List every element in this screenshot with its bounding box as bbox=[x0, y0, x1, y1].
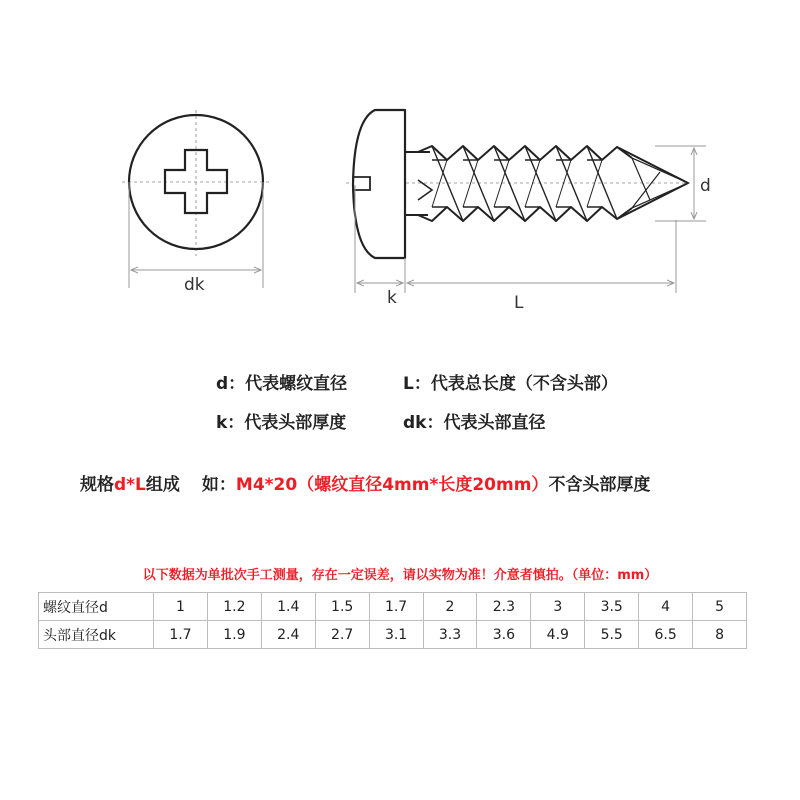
d-dimension bbox=[655, 146, 706, 221]
legend-k: k：代表头部厚度 bbox=[216, 413, 347, 433]
k-label: k bbox=[387, 288, 397, 308]
table-cell: 4.9 bbox=[531, 621, 585, 649]
spec-formula: d*L bbox=[114, 475, 146, 495]
table-cell: 4 bbox=[639, 593, 693, 621]
screw-side-view bbox=[346, 110, 690, 258]
L-label: L bbox=[514, 293, 524, 313]
spec-example: M4*20（螺纹直径4mm*长度20mm） bbox=[235, 475, 549, 495]
row-label: 螺纹直径d bbox=[39, 593, 154, 621]
dk-dimension bbox=[129, 182, 263, 288]
table-cell: 8 bbox=[693, 621, 747, 649]
legend-d: d：代表螺纹直径 bbox=[216, 374, 348, 394]
table-cell: 2.4 bbox=[261, 621, 315, 649]
spec-prefix: 规格 bbox=[80, 475, 114, 495]
size-table bbox=[38, 592, 747, 649]
table-cell: 6.5 bbox=[639, 621, 693, 649]
table-cell: 3.5 bbox=[585, 593, 639, 621]
table-cell: 5.5 bbox=[585, 621, 639, 649]
table-cell: 1.4 bbox=[261, 593, 315, 621]
table-cell: 1.5 bbox=[315, 593, 369, 621]
spec-suffix: 组成 bbox=[145, 475, 180, 495]
table-row bbox=[39, 593, 747, 621]
table-cell: 1.7 bbox=[369, 593, 423, 621]
table-cell: 3.1 bbox=[369, 621, 423, 649]
d-label: d bbox=[700, 176, 711, 196]
table-cell: 3.3 bbox=[423, 621, 477, 649]
table-row bbox=[39, 621, 747, 649]
legend-dk: dk：代表头部直径 bbox=[403, 413, 546, 433]
spec-example-lead: 如： bbox=[201, 475, 236, 495]
table-cell: 3.6 bbox=[477, 621, 531, 649]
table-cell: 1.2 bbox=[207, 593, 261, 621]
row-label: 头部直径dk bbox=[39, 621, 154, 649]
table-cell: 1.7 bbox=[154, 621, 208, 649]
table-cell: 1 bbox=[154, 593, 208, 621]
head-top-view bbox=[122, 110, 270, 256]
table-cell: 2.7 bbox=[315, 621, 369, 649]
table-cell: 2 bbox=[423, 593, 477, 621]
measurement-note: 以下数据为单批次手工测量，存在一定误差，请以实物为准！介意者慎拍。（单位：mm） bbox=[142, 568, 658, 583]
spec-line bbox=[80, 470, 650, 495]
screw-drawing bbox=[0, 0, 800, 360]
table-cell: 3 bbox=[531, 593, 585, 621]
spec-example-tail: 不含头部厚度 bbox=[548, 475, 651, 495]
table-cell: 5 bbox=[693, 593, 747, 621]
table-cell: 1.9 bbox=[207, 621, 261, 649]
dk-label: dk bbox=[184, 275, 205, 295]
legend-L: L：代表总长度（不含头部） bbox=[403, 374, 618, 394]
table-cell: 2.3 bbox=[477, 593, 531, 621]
